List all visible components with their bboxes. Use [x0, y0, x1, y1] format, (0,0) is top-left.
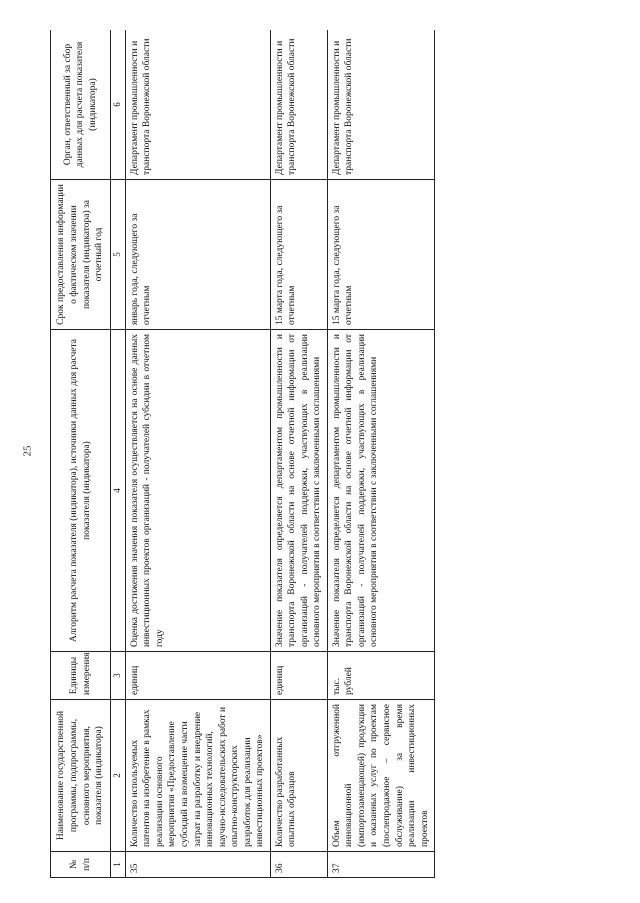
row-number: 37: [327, 852, 434, 878]
rotated-content: [50, 30, 632, 878]
indicator-deadline: 15 марта года, следующего за отчетным: [327, 180, 434, 330]
column-number: 5: [111, 180, 126, 330]
page-number: 25: [21, 445, 34, 457]
table-row: [327, 30, 434, 878]
header-number: № п/п: [51, 852, 111, 878]
table-row: [270, 30, 327, 878]
indicator-deadline: 15 марта года, следующего за отчетным: [270, 180, 327, 330]
indicator-unit: единиц: [125, 652, 270, 700]
column-number: 6: [111, 30, 126, 180]
indicator-algorithm: Значение показателя определяется департаментом промышленности и транспорта Воронежской области на основе отчетной информации от организаций - получателей поддержки, участвующих в реализации основного мероприятия в соответствии с заключенными соглашениями: [327, 330, 434, 652]
indicator-authority: Департамент промышленности и транспорта Воронежской области: [125, 30, 270, 180]
table-row: [125, 30, 270, 878]
indicator-algorithm: Значение показателя определяется департаментом промышленности и транспорта Воронежской области на основе отчетной информации от организаций - получателей поддержки, участвующих в реализации основного мероприятия в соответствии с заключенными соглашениями: [270, 330, 327, 652]
column-number-row: [111, 30, 126, 878]
row-number: 36: [270, 852, 327, 878]
indicator-name: Количество используемых патентов на изобретение в рамках реализации основного мероприятия «Предоставление субсидий на возмещение части затрат на разработку и внедрение инновационных технологий, научно-исследовательских работ и опытно-конструкторских разработок для реализации инвестиционных проектов»: [125, 700, 270, 852]
landscape-page: [50, 30, 632, 878]
indicator-deadline: январь года, следующего за отчетным: [125, 180, 270, 330]
indicator-algorithm: Оценка достижения значения показателя осуществляется на основе данных инвестиционных проектов организаций - получателей субсидии в отчетном году: [125, 330, 270, 652]
column-number: 3: [111, 652, 126, 700]
row-number: 35: [125, 852, 270, 878]
indicator-table: [50, 30, 435, 878]
indicator-unit: тыс. рублей: [327, 652, 434, 700]
column-number: 2: [111, 700, 126, 852]
indicator-authority: Департамент промышленности и транспорта Воронежской области: [327, 30, 434, 180]
indicator-name: Объем отгруженной инновационной (импортозамещающей) продукции и оказанных услуг по проектам (послепродажное – сервисное обслуживание) за время реализации инвестиционных проектов: [327, 700, 434, 852]
table-header-row: [51, 30, 111, 878]
indicator-unit: единиц: [270, 652, 327, 700]
header-algorithm: Алгоритм расчета показателя (индикатора), источники данных для расчета показателя (индикатора): [51, 330, 111, 652]
indicator-authority: Департамент промышленности и транспорта Воронежской области: [270, 30, 327, 180]
indicator-name: Количество разработанных опытных образцов: [270, 700, 327, 852]
header-name: Наименование государственной программы, подпрограммы, основного мероприятия, показателя (индикатора): [51, 700, 111, 852]
column-number: 1: [111, 852, 126, 878]
header-unit: Единицы измерения: [51, 652, 111, 700]
header-deadline: Срок предоставления информации о фактическом значении показателя (индикатора) за отчетный год: [51, 180, 111, 330]
column-number: 4: [111, 330, 126, 652]
header-authority: Орган, ответственный за сбор данных для расчета показателя (индикатора): [51, 30, 111, 180]
